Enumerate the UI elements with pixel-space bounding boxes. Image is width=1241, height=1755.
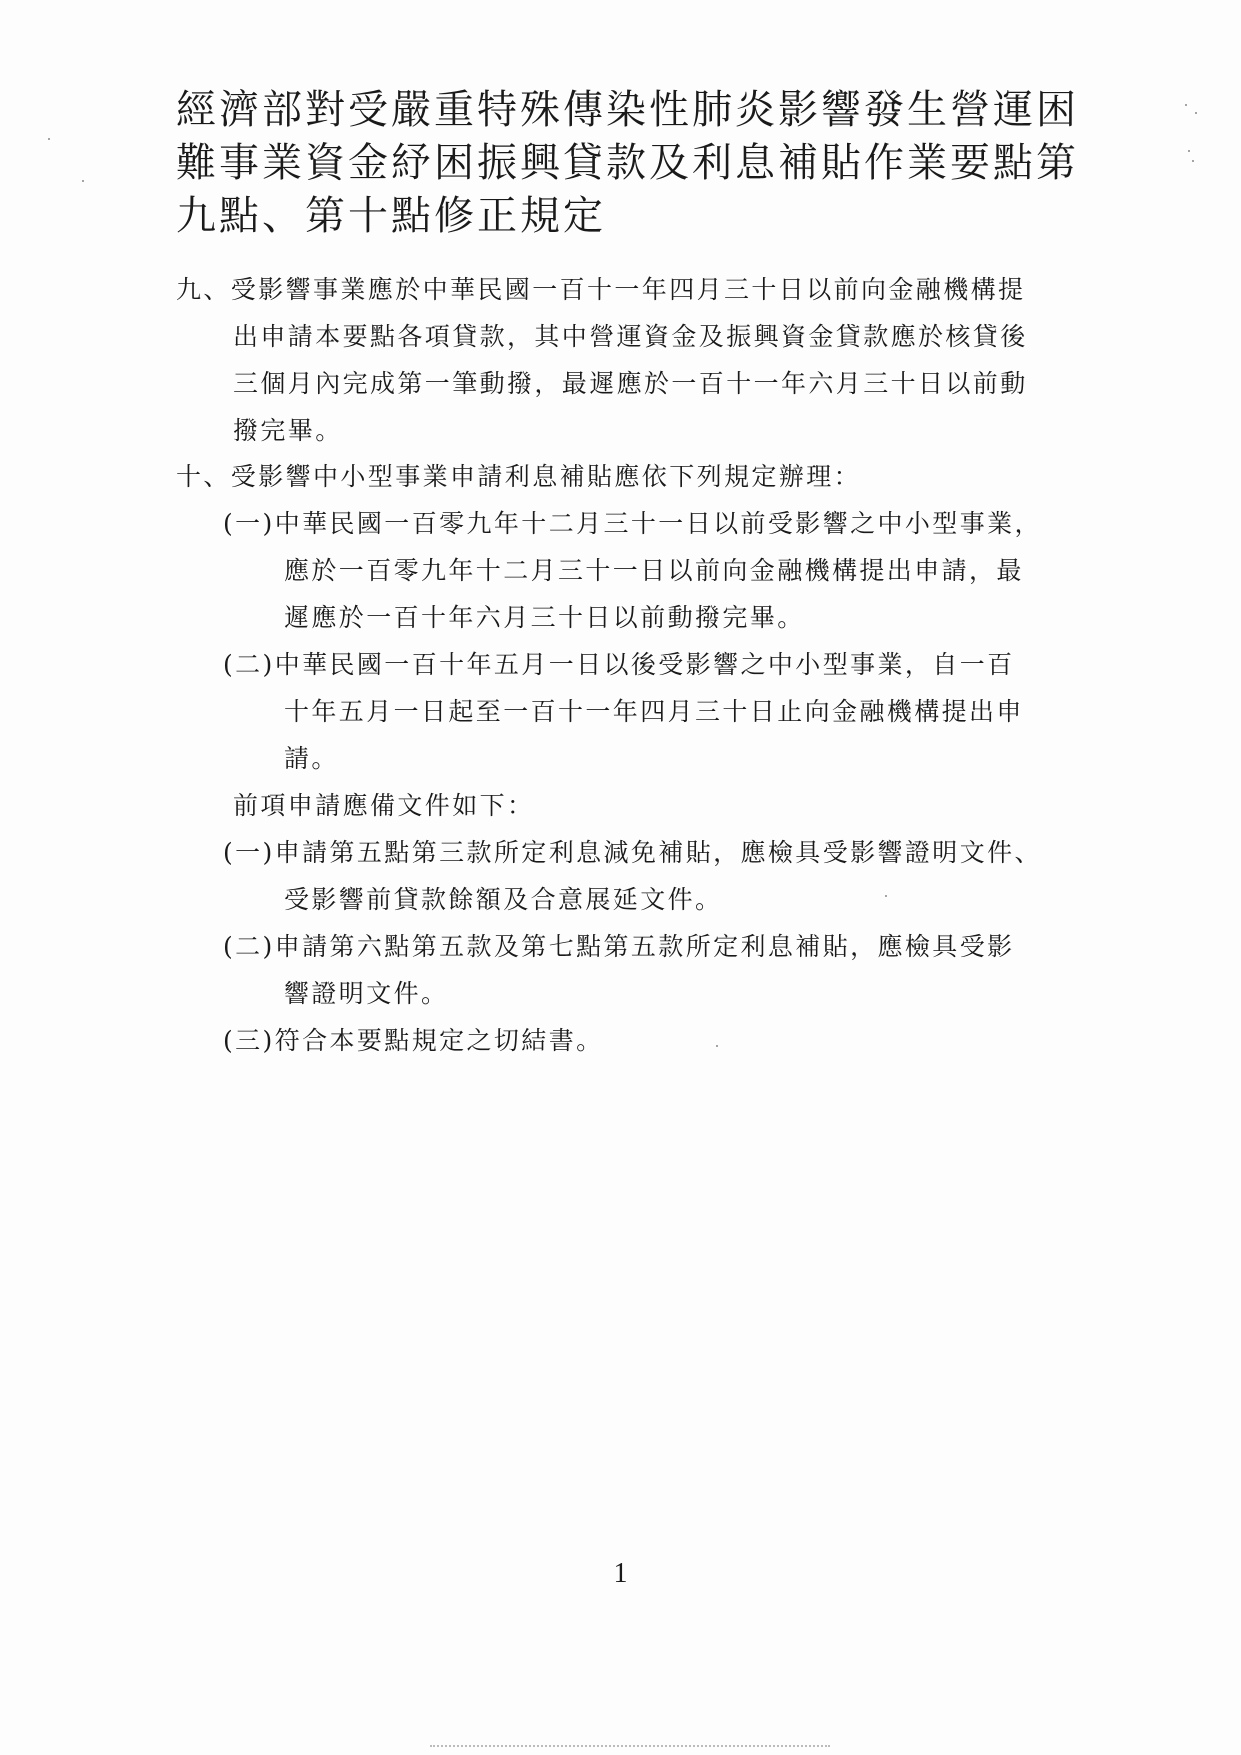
subitem-line: (二)申請第六點第五款及第七點第五款所定利息補貼，應檢具受影 xyxy=(223,932,1015,961)
scan-speck xyxy=(1192,160,1194,162)
subitem-line: (一)申請第五點第三款所定利息減免補貼，應檢具受影響證明文件、 xyxy=(223,838,1042,867)
point-9-line: 三個月內完成第一筆動撥，最遲應於一百十一年六月三十日以前動 xyxy=(233,369,1028,398)
subitem-line: 請。 xyxy=(284,744,339,773)
document-title xyxy=(176,84,1096,243)
page-number: 1 xyxy=(613,1558,628,1589)
subitem-line: 受影響前貸款餘額及合意展延文件。 xyxy=(284,885,723,914)
subitem-line: 響證明文件。 xyxy=(284,979,449,1008)
title-line: 九點、第十點修正規定 xyxy=(176,193,606,239)
subitem-line: (二)中華民國一百十年五月一日以後受影響之中小型事業，自一百 xyxy=(223,650,1015,679)
title-line: 經濟部對受嚴重特殊傳染性肺炎影響發生營運困 xyxy=(176,87,1079,133)
subitem-line: 應於一百零九年十二月三十一日以前向金融機構提出申請，最 xyxy=(284,556,1024,585)
point-9-line: 撥完畢。 xyxy=(233,416,343,445)
scan-speck xyxy=(82,180,84,182)
subitem-line: 十年五月一日起至一百十一年四月三十日止向金融機構提出申 xyxy=(284,697,1024,726)
point-10-line: 十、受影響中小型事業申請利息補貼應依下列規定辦理： xyxy=(176,462,862,491)
documents-intro-line: 前項申請應備文件如下： xyxy=(233,791,535,820)
scan-speck xyxy=(1185,104,1187,106)
scan-speck xyxy=(48,138,50,140)
title-line: 難事業資金紓困振興貸款及利息補貼作業要點第 xyxy=(176,140,1079,186)
scan-edge-artifact xyxy=(430,1745,830,1751)
scan-speck xyxy=(716,1045,718,1047)
scan-speck xyxy=(1188,150,1190,152)
subitem-line: (一)中華民國一百零九年十二月三十一日以前受影響之中小型事業， xyxy=(223,509,1042,538)
point-9-line: 出申請本要點各項貸款，其中營運資金及振興資金貸款應於核貸後 xyxy=(233,322,1028,351)
subitem-line: 遲應於一百十年六月三十日以前動撥完畢。 xyxy=(284,603,805,632)
subitem-line: (三)符合本要點規定之切結書。 xyxy=(223,1026,604,1055)
scan-speck xyxy=(1195,112,1197,114)
point-9-line: 九、受影響事業應於中華民國一百十一年四月三十日以前向金融機構提 xyxy=(176,275,1026,304)
scan-speck xyxy=(885,895,887,897)
